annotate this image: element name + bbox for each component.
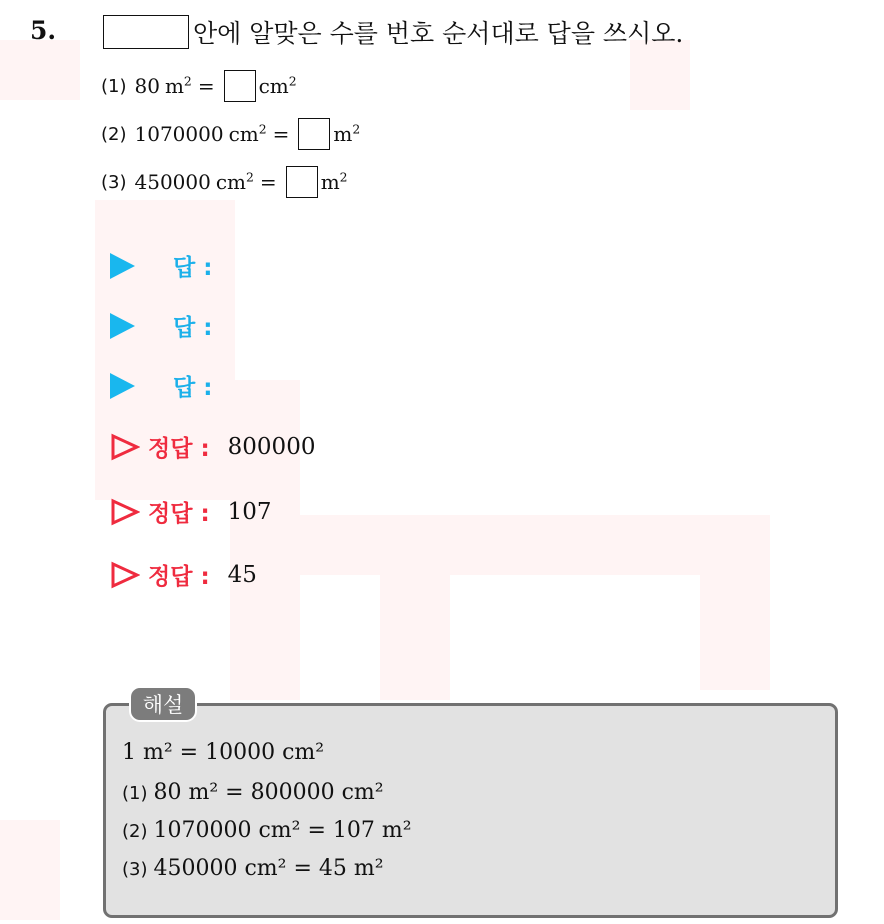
equals-sign: =	[272, 122, 290, 146]
watermark-block	[380, 570, 450, 700]
play-arrow-icon	[110, 253, 135, 279]
answer-blank-box	[298, 118, 330, 150]
sub-item-value: 1070000	[134, 122, 224, 146]
solution-label: 정답 :	[148, 501, 210, 527]
sub-item-unit: $m^2$	[333, 121, 361, 146]
equals-sign: =	[197, 74, 215, 98]
solution-value: 45	[227, 561, 257, 588]
solution-value: 800000	[227, 433, 316, 460]
solution-label: 정답 :	[148, 564, 210, 590]
explanation-box	[103, 703, 838, 918]
answer-prompt-3[interactable]	[110, 369, 212, 402]
explanation-line: (3) 450000 cm² = 45 m²	[122, 856, 384, 881]
watermark-block	[227, 380, 300, 700]
sub-item-unit: $cm^2$	[228, 121, 267, 146]
outline-triangle-icon	[110, 561, 140, 589]
sub-item-3	[101, 166, 348, 198]
watermark-block	[0, 40, 80, 100]
question-text: 안에 알맞은 수를 번호 순서대로 답을 쓰시오.	[193, 19, 684, 48]
question-prompt	[103, 14, 683, 50]
explanation-line: (1) 80 m² = 800000 cm²	[122, 780, 384, 805]
watermark-block	[630, 40, 690, 110]
sub-item-unit: $m^2$	[320, 169, 348, 194]
sub-item-label: (1)	[101, 75, 127, 97]
answer-prompt-1[interactable]	[110, 249, 212, 282]
solution-row-3	[110, 558, 257, 591]
solution-row-1	[110, 430, 315, 463]
sub-item-value: 450000	[134, 170, 211, 194]
answer-label: 답 :	[173, 315, 213, 341]
sub-item-label: (2)	[101, 123, 127, 145]
answer-label: 답 :	[173, 375, 213, 401]
watermark-block	[0, 820, 60, 920]
sub-item-1	[101, 70, 297, 102]
answer-prompt-2[interactable]	[110, 309, 212, 342]
equals-sign: =	[259, 170, 277, 194]
blank-box	[103, 15, 189, 49]
sub-item-unit: $m^2$	[164, 73, 192, 98]
solution-label: 정답 :	[148, 436, 210, 462]
outline-triangle-icon	[110, 498, 140, 526]
sub-item-value: 80	[134, 74, 160, 98]
outline-triangle-icon	[110, 433, 140, 461]
answer-blank-box	[224, 70, 256, 102]
sub-item-label: (3)	[101, 171, 127, 193]
sub-item-2	[101, 118, 360, 150]
solution-row-2	[110, 495, 272, 528]
play-arrow-icon	[110, 313, 135, 339]
explanation-tag: 해설	[129, 686, 197, 722]
explanation-line: 1 m² = 10000 cm²	[122, 740, 325, 765]
question-number: 5.	[30, 16, 57, 45]
answer-label: 답 :	[173, 255, 213, 281]
watermark-block	[700, 560, 770, 690]
explanation-line: (2) 1070000 cm² = 107 m²	[122, 818, 412, 843]
sub-item-unit: $cm^2$	[215, 169, 254, 194]
sub-item-unit: $cm^2$	[258, 73, 297, 98]
solution-value: 107	[227, 498, 272, 525]
play-arrow-icon	[110, 373, 135, 399]
answer-blank-box	[286, 166, 318, 198]
